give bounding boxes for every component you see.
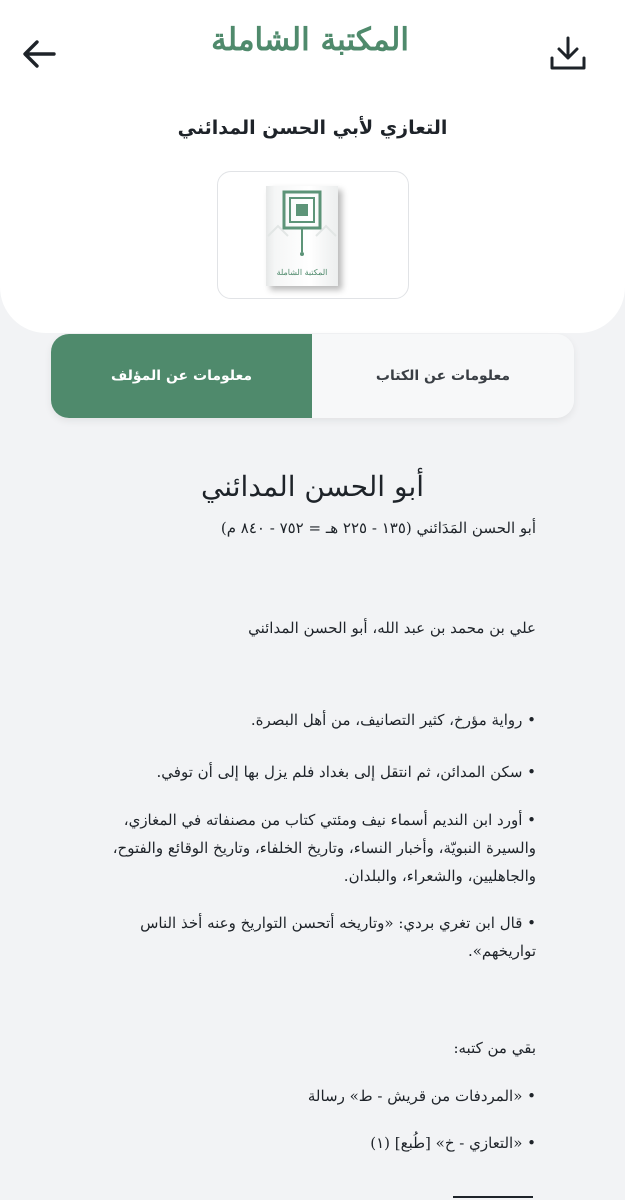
bio-item: • سكن المدائن، ثم انتقل إلى بغداد فلم يزل بها إلى أن توفي. <box>156 763 536 781</box>
app-logo <box>210 18 410 88</box>
tab-author-info[interactable]: معلومات عن المؤلف <box>51 334 312 418</box>
cover-ornament-icon <box>266 186 338 266</box>
author-name: أبو الحسن المدائني <box>200 470 425 503</box>
logo-text: المكتبة الشاملة <box>211 22 409 58</box>
remaining-books-label: بقي من كتبه: <box>453 1039 536 1057</box>
download-button[interactable] <box>546 34 590 74</box>
download-icon <box>546 34 590 74</box>
scroll-indicator <box>453 1196 533 1198</box>
bio-item: • أورد ابن النديم أسماء نيف ومئتي كتاب من مصنفاته في المغازي، والسيرة النبويّة، وأخبار النساء، وتاريخ الخلفاء، وتاريخ الوقائع والفتوح، والجاهليين، والشعراء، والبلدان. <box>112 811 536 885</box>
author-dates: أبو الحسن المَدَائني (١٣٥ - ٢٢٥ هـ = ٧٥٢ - ٨٤٠ م) <box>220 519 536 537</box>
book-cover[interactable] <box>217 171 409 299</box>
arrow-left-icon <box>20 34 60 74</box>
book-title: التعازي لأبي الحسن المدائني <box>177 117 448 139</box>
bio-item: • قال ابن تغري بردي: «وتاريخه أتحسن التواريخ وعنه أخذ الناس تواريخهم». <box>140 914 536 960</box>
cover-image <box>266 186 338 286</box>
remaining-book-item: • «التعازي - خ» [طُبع] (١) <box>370 1134 536 1152</box>
bio-item: • رواية مؤرخ، كثير التصانيف، من أهل البصرة. <box>250 711 536 729</box>
tab-bar <box>51 334 574 418</box>
tab-book-info[interactable]: معلومات عن الكتاب <box>312 334 574 418</box>
remaining-book-item: • «المردفات من قريش - ط» رسالة <box>307 1087 536 1105</box>
header-card <box>0 0 625 333</box>
cover-title: المكتبة الشاملة <box>276 268 328 277</box>
back-button[interactable] <box>20 34 60 74</box>
author-full-name: علي بن محمد بن عبد الله، أبو الحسن المدائني <box>248 619 536 637</box>
